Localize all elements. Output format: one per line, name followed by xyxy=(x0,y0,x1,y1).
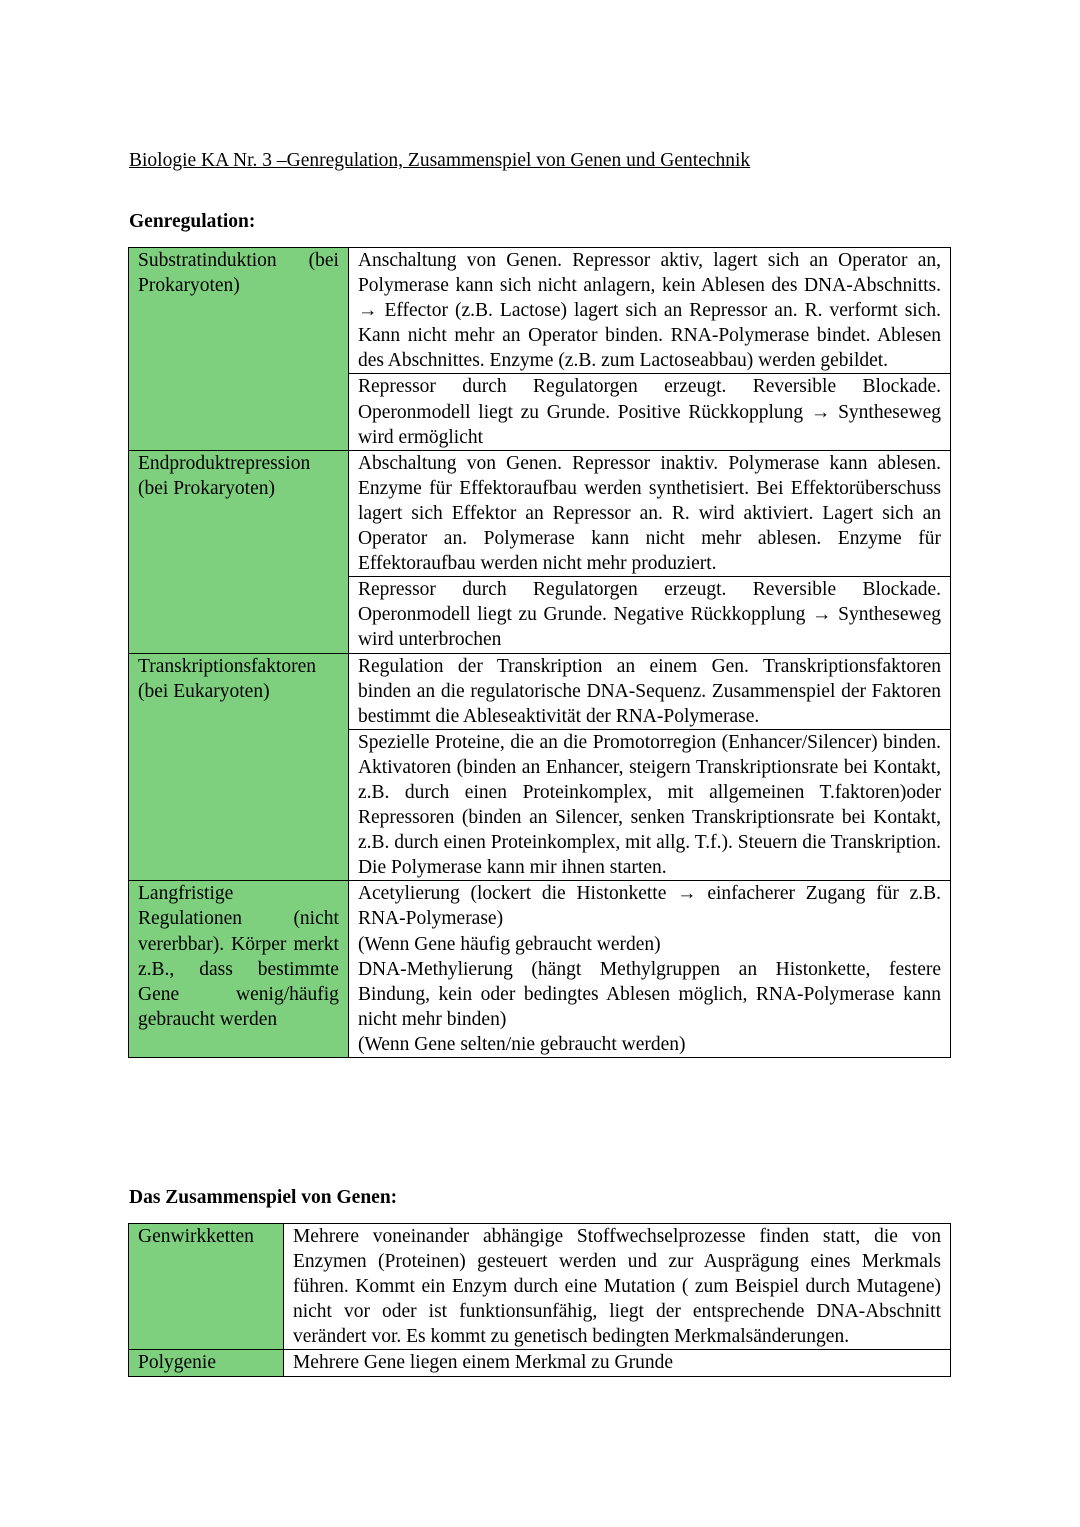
cell-transkriptionsfaktoren-regulation: Regulation der Transkription an einem Gen. Transkriptionsfaktoren binden an die regulatorische DNA-Sequenz. Zusammenspiel der Faktoren bestimmt die Ableseaktivität der RNA-Polymerase. xyxy=(348,653,950,729)
page-title: Biologie KA Nr. 3 –Genregulation, Zusammenspiel von Genen und Gentechnik xyxy=(129,150,751,171)
table-row xyxy=(129,248,951,374)
cell-endproduktrepression-summary: Repressor durch Regulatorgen erzeugt. Reversible Blockade. Operonmodell liegt zu Grunde. Negative Rückkopplung → Syntheseweg wird unterbrochen xyxy=(348,577,950,653)
acetylierung-line: Acetylierung (lockert die Histonkette → einfacherer Zugang für z.B. RNA-Polymerase) xyxy=(357,883,941,930)
row-label-endproduktrepression: Endproduktrepression (bei Prokaryoten) xyxy=(129,450,349,653)
cell-transkriptionsfaktoren-proteins: Spezielle Proteine, die an die Promotorregion (Enhancer/Silencer) binden. Aktivatoren (binden an Enhancer, steigern Transkriptionsrate bei Kontakt, z.B. durch einen Proteinkomplex, mit allgemeinen T.faktoren)oder Repressoren (binden an Silencer, senken Transkriptionsrate bei Kontakt, z.B. durch einen Proteinkomplex, mit allg. T.f.). Steuern die Transkription. Die Polymerase kann mir ihnen starten. xyxy=(348,729,950,881)
cell-endproduktrepression-mechanism: Abschaltung von Genen. Repressor inaktiv. Polymerase kann ablesen. Enzyme für Effektoraufbau werden synthetisiert. Bei Effektorüberschuss lagert sich Effektor an Repressor an. R. wird aktiviert. Lagert sich an Operator an. Polymerase kann nicht mehr ablesen. Enzyme für Effektoraufbau werden nicht mehr produziert. xyxy=(348,450,950,576)
row-label-langfristige-regulationen: Langfristige Regulationen (nicht vererbbar). Körper merkt z.B., dass bestimmte Gene wenig/häufig gebraucht werden xyxy=(129,881,349,1058)
table-row xyxy=(129,653,951,729)
genregulation-table xyxy=(128,247,951,1058)
methylierung-note: (Wenn Gene selten/nie gebraucht werden) xyxy=(357,1033,686,1055)
cell-substratinduktion-summary: Repressor durch Regulatorgen erzeugt. Reversible Blockade. Operonmodell liegt zu Grunde. Positive Rückkopplung → Syntheseweg wird ermöglicht xyxy=(348,374,950,450)
table-row xyxy=(129,450,951,576)
table-row xyxy=(129,1350,951,1376)
cell-langfristige-regulationen xyxy=(348,881,950,1058)
acetylierung-note: (Wenn Gene häufig gebraucht werden) xyxy=(357,933,661,955)
cell-substratinduktion-mechanism: Anschaltung von Genen. Repressor aktiv, lagert sich an Operator an, Polymerase kann sich nicht anlagern, kein Ablesen des DNA-Abschnitts. → Effector (z.B. Lactose) lagert sich an Repressor an. R. verformt sich. Kann nicht mehr an Operator binden. RNA-Polymerase bindet. Ablesen des Abschnittes. Enzyme (z.B. zum Lactoseabbau) werden gebildet. xyxy=(348,248,950,374)
methylierung-line: DNA-Methylierung (hängt Methylgruppen an Histonkette, festere Bindung, kein oder bedingtes Ablesen möglich, RNA-Polymerase kann nicht mehr binden) xyxy=(357,958,941,1030)
row-label-polygenie: Polygenie xyxy=(129,1350,284,1376)
table-row xyxy=(129,881,951,1058)
section-heading-zusammenspiel: Das Zusammenspiel von Genen: xyxy=(129,1187,398,1208)
cell-genwirkketten: Mehrere voneinander abhängige Stoffwechselprozesse finden statt, die von Enzymen (Proteinen) gesteuert werden und zur Ausprägung eines Merkmals führen. Kommt ein Enzym durch eine Mutation ( zum Beispiel durch Mutagene) nicht vor oder ist funktionsunfähig, liegt der entsprechende DNA-Abschnitt verändert vor. Es kommt zu genetisch bedingten Merkmalsänderungen. xyxy=(283,1224,950,1350)
row-label-genwirkketten: Genwirkketten xyxy=(129,1224,284,1350)
row-label-substratinduktion: Substratinduktion (bei Prokaryoten) xyxy=(129,248,349,451)
row-label-transkriptionsfaktoren: Transkriptionsfaktoren (bei Eukaryoten) xyxy=(129,653,349,881)
section-heading-genregulation: Genregulation: xyxy=(129,211,256,232)
zusammenspiel-table xyxy=(128,1223,951,1377)
cell-polygenie: Mehrere Gene liegen einem Merkmal zu Grunde xyxy=(283,1350,950,1376)
table-row xyxy=(129,1224,951,1350)
